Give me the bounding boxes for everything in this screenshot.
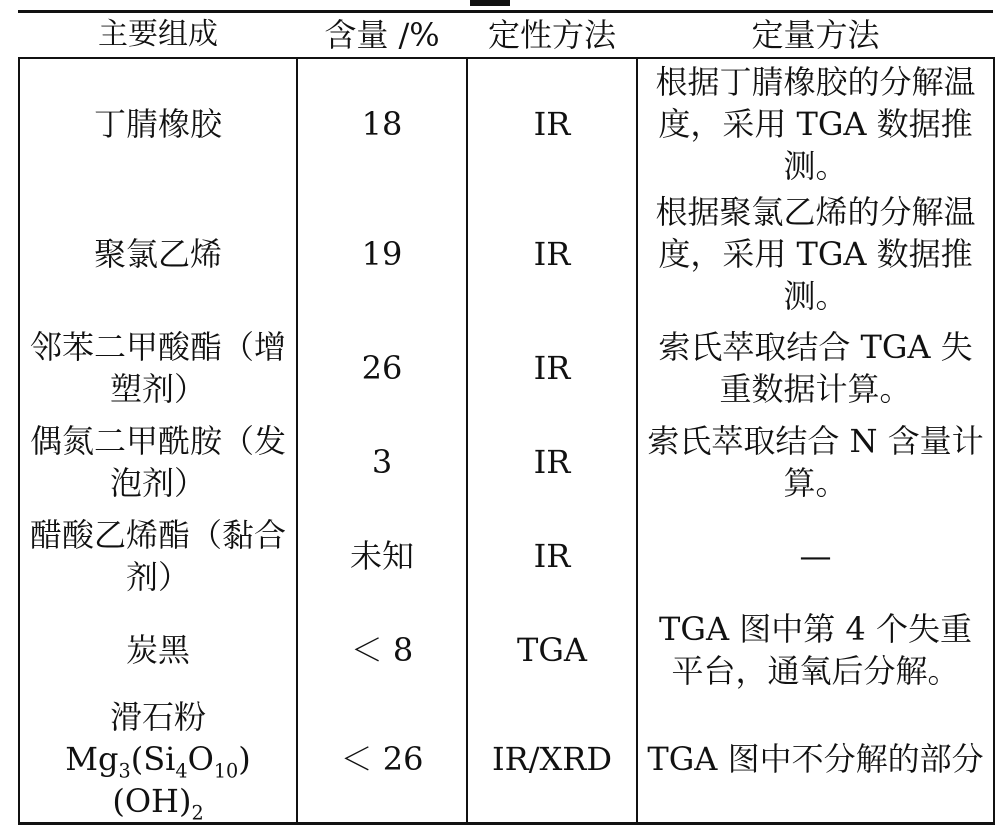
table-row <box>19 508 994 604</box>
cell-qualitative: IR <box>467 58 637 188</box>
cell-component: 聚氯乙烯 <box>19 188 297 320</box>
table-row <box>19 188 994 320</box>
cell-quantitative: 根据聚氯乙烯的分解温度，采用 TGA 数据推测。 <box>637 188 994 320</box>
cell-qualitative: IR <box>467 188 637 320</box>
cell-qualitative: TGA <box>467 604 637 696</box>
cell-qualitative: IR <box>467 508 637 604</box>
cell-content: 18 <box>297 58 467 188</box>
cell-content: 3 <box>297 416 467 508</box>
table-row <box>19 696 994 824</box>
composition-table <box>18 13 995 825</box>
chemical-formula: $Mg_3(Si_4O_{10})(OH)_2$ <box>65 740 251 825</box>
cell-qualitative: IR <box>467 320 637 416</box>
cell-quantitative: TGA 图中不分解的部分 <box>637 696 994 824</box>
cell-component: 炭黑 <box>19 604 297 696</box>
header-content: 含量 /% <box>297 13 467 58</box>
header-component: 主要组成 <box>19 13 297 58</box>
cell-component: 丁腈橡胶 <box>19 58 297 188</box>
cell-content: 未知 <box>297 508 467 604</box>
table-row <box>19 320 994 416</box>
table-row <box>19 416 994 508</box>
cell-content: ＜ 8 <box>297 604 467 696</box>
table-header-row <box>19 13 994 58</box>
cell-quantitative: 根据丁腈橡胶的分解温度，采用 TGA 数据推测。 <box>637 58 994 188</box>
cell-quantitative: 索氏萃取结合 TGA 失重数据计算。 <box>637 320 994 416</box>
table-row <box>19 58 994 188</box>
cell-content: 26 <box>297 320 467 416</box>
table-row <box>19 604 994 696</box>
cell-quantitative: 索氏萃取结合 N 含量计算。 <box>637 416 994 508</box>
cell-qualitative: IR/XRD <box>467 696 637 824</box>
component-name: 滑石粉 <box>109 698 206 736</box>
cell-component: 偶氮二甲酰胺（发泡剂） <box>19 416 297 508</box>
cell-quantitative: TGA 图中第 4 个失重平台，通氧后分解。 <box>637 604 994 696</box>
cell-content: 19 <box>297 188 467 320</box>
cell-qualitative: IR <box>467 416 637 508</box>
header-quantitative: 定量方法 <box>637 13 994 58</box>
header-qualitative: 定性方法 <box>467 13 637 58</box>
cell-component: 邻苯二甲酸酯（增塑剂） <box>19 320 297 416</box>
cell-component <box>19 696 297 824</box>
cell-component: 醋酸乙烯酯（黏合剂） <box>19 508 297 604</box>
caption-fragment <box>470 0 510 6</box>
cell-quantitative: — <box>637 508 994 604</box>
cell-content: ＜ 26 <box>297 696 467 824</box>
